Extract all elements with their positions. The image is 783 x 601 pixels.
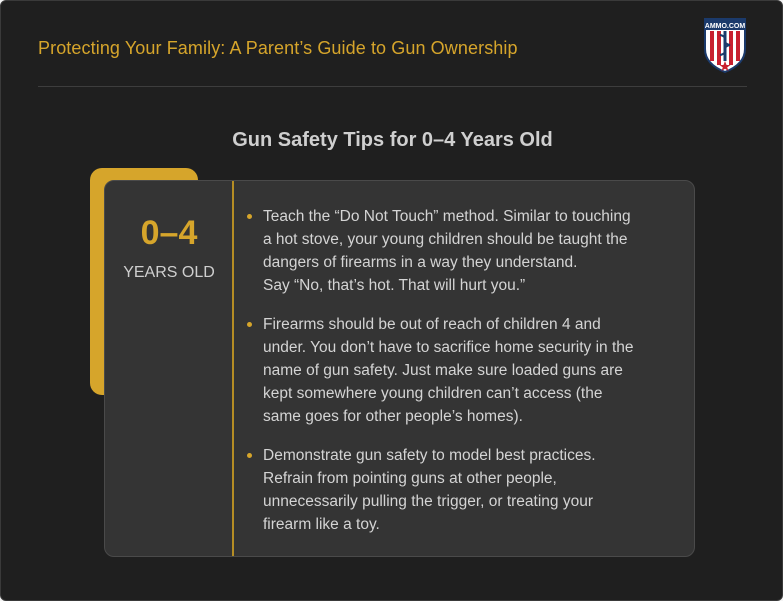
tip-line: Say “No, that’s hot. That will hurt you.” xyxy=(263,277,526,294)
tip-line: Firearms should be out of reach of children 4 and xyxy=(263,316,601,333)
tips-card xyxy=(104,180,695,557)
tip-line: dangers of firearms in a way they understand. xyxy=(263,254,578,271)
section-title: Gun Safety Tips for 0–4 Years Old xyxy=(232,129,553,151)
bullet-icon xyxy=(247,214,252,219)
tip-line: name of gun safety. Just make sure loaded guns are xyxy=(263,362,623,379)
tip-line: unnecessarily pulling the trigger, or treating your xyxy=(263,493,593,510)
bullet-icon xyxy=(247,453,252,458)
tip-item xyxy=(247,205,647,297)
tips-list xyxy=(247,205,647,552)
tip-line: Refrain from pointing guns at other people, xyxy=(263,470,557,487)
tip-item xyxy=(247,444,647,536)
tip-line: under. You don’t have to sacrifice home security in the xyxy=(263,339,634,356)
ammo-com-shield-icon xyxy=(702,17,748,73)
tip-line: Teach the “Do Not Touch” method. Similar to touching xyxy=(263,208,631,225)
tip-line: Demonstrate gun safety to model best practices. xyxy=(263,447,596,464)
page-title: Protecting Your Family: A Parent’s Guide to Gun Ownership xyxy=(38,38,518,58)
card-divider xyxy=(232,181,234,556)
logo-text: AMMO.COM xyxy=(704,23,746,30)
tip-line: a hot stove, your young children should be taught the xyxy=(263,231,628,248)
tip-line: firearm like a toy. xyxy=(263,516,380,533)
tip-item xyxy=(247,313,647,428)
bullet-icon xyxy=(247,322,252,327)
tip-line: kept somewhere young children can’t access (the xyxy=(263,385,603,402)
age-range: 0–4 xyxy=(140,214,198,252)
age-label: YEARS OLD xyxy=(123,264,215,281)
header-divider xyxy=(38,86,747,87)
tip-line: same goes for other people’s homes). xyxy=(263,408,523,425)
